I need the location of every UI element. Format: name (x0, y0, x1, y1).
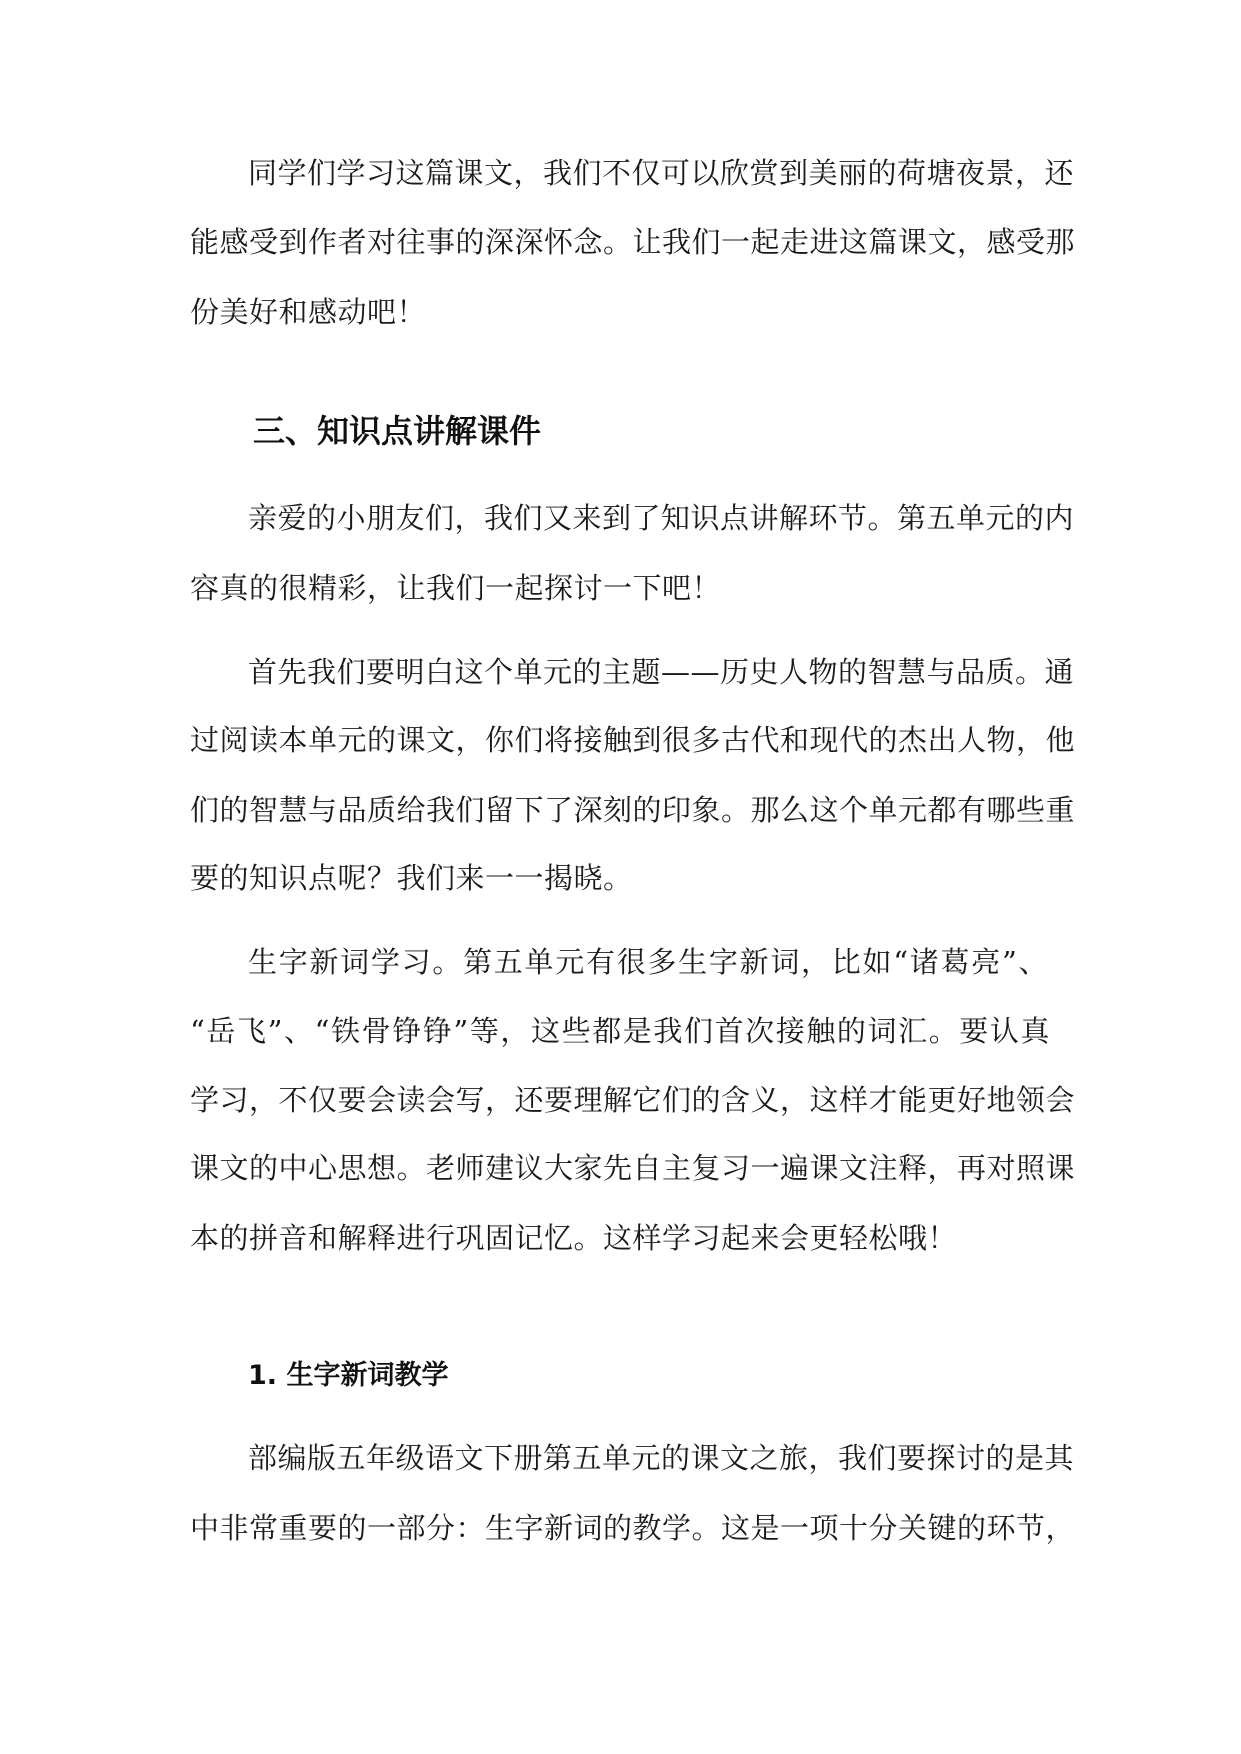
paragraph-line: 份美好和感动吧！ (190, 295, 427, 329)
paragraph-line: 本的拼音和解释进行巩固记忆。这样学习起来会更轻松哦！ (190, 1221, 958, 1255)
paragraph-line: 过阅读本单元的课文，你们将接触到很多古代和现代的杰出人物，他 (190, 723, 1076, 757)
paragraph-line: 们的智慧与品质给我们留下了深刻的印象。那么这个单元都有哪些重 (190, 793, 1076, 827)
subsection-heading: 1. 生字新词教学 (248, 1360, 449, 1391)
paragraph-line: 要的知识点呢？我们来一一揭晓。 (190, 861, 633, 895)
paragraph-line: 同学们学习这篇课文，我们不仅可以欣赏到美丽的荷塘夜景，还 (248, 156, 1075, 190)
paragraph-line: 中非常重要的一部分：生字新词的教学。这是一项十分关键的环节， (190, 1511, 1076, 1545)
paragraph-line: 容真的很精彩，让我们一起探讨一下吧！ (190, 571, 722, 605)
section-heading: 三、知识点讲解课件 (253, 412, 542, 450)
paragraph-line: 首先我们要明白这个单元的主题——历史人物的智慧与品质。通 (248, 655, 1075, 689)
paragraph-line: “岳飞”、“铁骨铮铮”等，这些都是我们首次接触的词汇。要认真 (190, 1014, 1050, 1048)
paragraph-line: 能感受到作者对往事的深深怀念。让我们一起走进这篇课文，感受那 (190, 225, 1076, 259)
paragraph-line: 学习，不仅要会读会写，还要理解它们的含义，这样才能更好地领会 (190, 1083, 1076, 1117)
paragraph-line: 亲爱的小朋友们，我们又来到了知识点讲解环节。第五单元的内 (248, 501, 1075, 535)
paragraph-line: 部编版五年级语文下册第五单元的课文之旅，我们要探讨的是其 (248, 1441, 1075, 1475)
paragraph-line: 课文的中心思想。老师建议大家先自主复习一遍课文注释，再对照课 (190, 1151, 1076, 1185)
paragraph-line: 生字新词学习。第五单元有很多生字新词，比如“诸葛亮”、 (248, 945, 1048, 979)
